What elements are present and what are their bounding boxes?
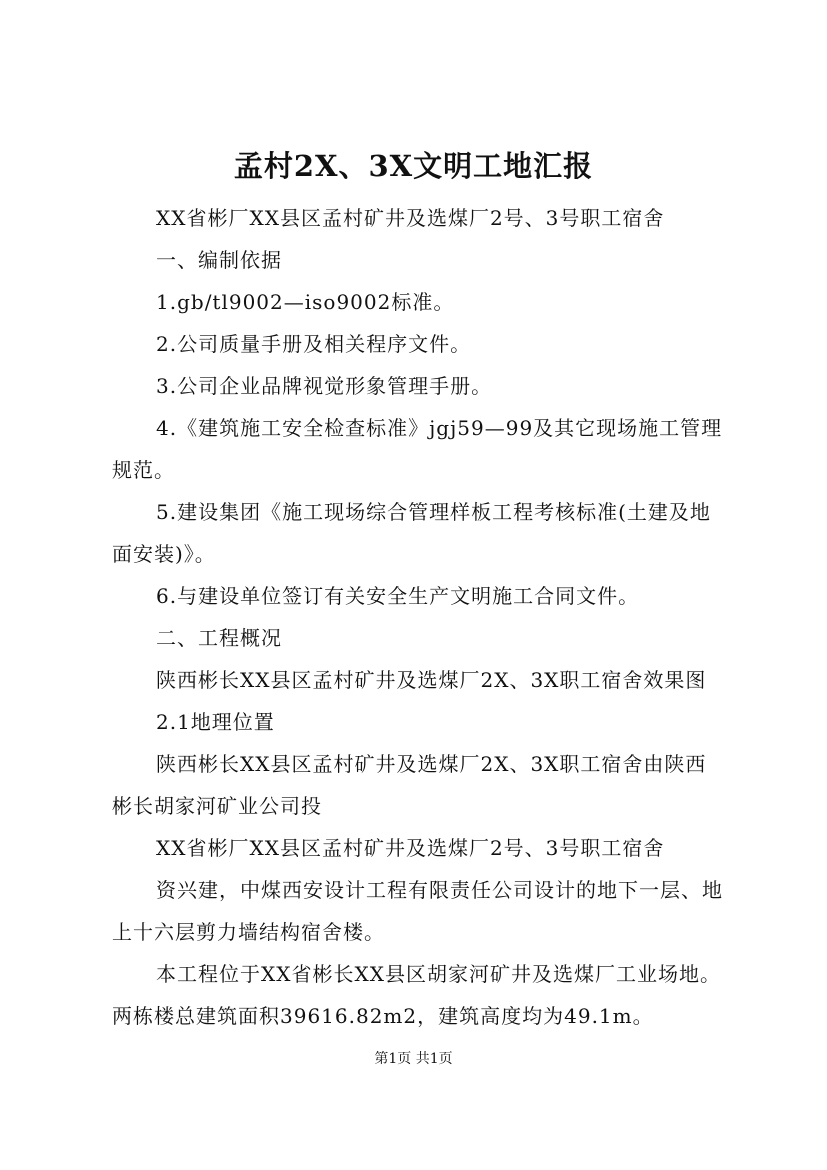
paragraph-item-3: 3.公司企业品牌视觉形象管理手册。 (156, 374, 493, 398)
paragraph-rendering-caption: 陕西彬长XX县区孟村矿井及选煤厂2X、3X职工宿舍效果图 (156, 668, 707, 692)
paragraph-item-2: 2.公司质量手册及相关程序文件。 (156, 332, 472, 356)
paragraph-item-4: 4.《建筑施工安全检查标准》jgj59—99及其它现场施工管理规范。 (112, 416, 723, 482)
paragraph-location-3: 本工程位于XX省彬长XX县区胡家河矿井及选煤厂工业场地。两栋楼总建筑面积39616.82m2，建筑高度均为49.1m。 (112, 962, 721, 1028)
document-title: 孟村2X、3X文明工地汇报 (233, 149, 594, 183)
subsection-heading-location: 2.1地理位置 (156, 710, 275, 734)
paragraph-item-5: 5.建设集团《施工现场综合管理样板工程考核标准(土建及地面安装)》。 (112, 500, 711, 566)
document-body (112, 197, 727, 1037)
paragraph-repeated-subtitle: XX省彬厂XX县区孟村矿井及选煤厂2号、3号职工宿舍 (156, 836, 665, 860)
section-heading-overview: 二、工程概况 (156, 626, 282, 650)
section-heading-basis: 一、编制依据 (156, 248, 282, 272)
paragraph-item-1: 1.gb/tl9002—iso9002标准。 (156, 290, 455, 314)
paragraph-subtitle: XX省彬厂XX县区孟村矿井及选煤厂2号、3号职工宿舍 (156, 206, 665, 230)
paragraph-location-2: 资兴建，中煤西安设计工程有限责任公司设计的地下一层、地上十六层剪力墙结构宿舍楼。 (112, 878, 723, 944)
paragraph-item-6: 6.与建设单位签订有关安全生产文明施工合同文件。 (156, 584, 640, 608)
page-footer: 第1页 共1页 (374, 1051, 453, 1067)
paragraph-location-1: 陕西彬长XX县区孟村矿井及选煤厂2X、3X职工宿舍由陕西彬长胡家河矿业公司投 (112, 752, 707, 818)
